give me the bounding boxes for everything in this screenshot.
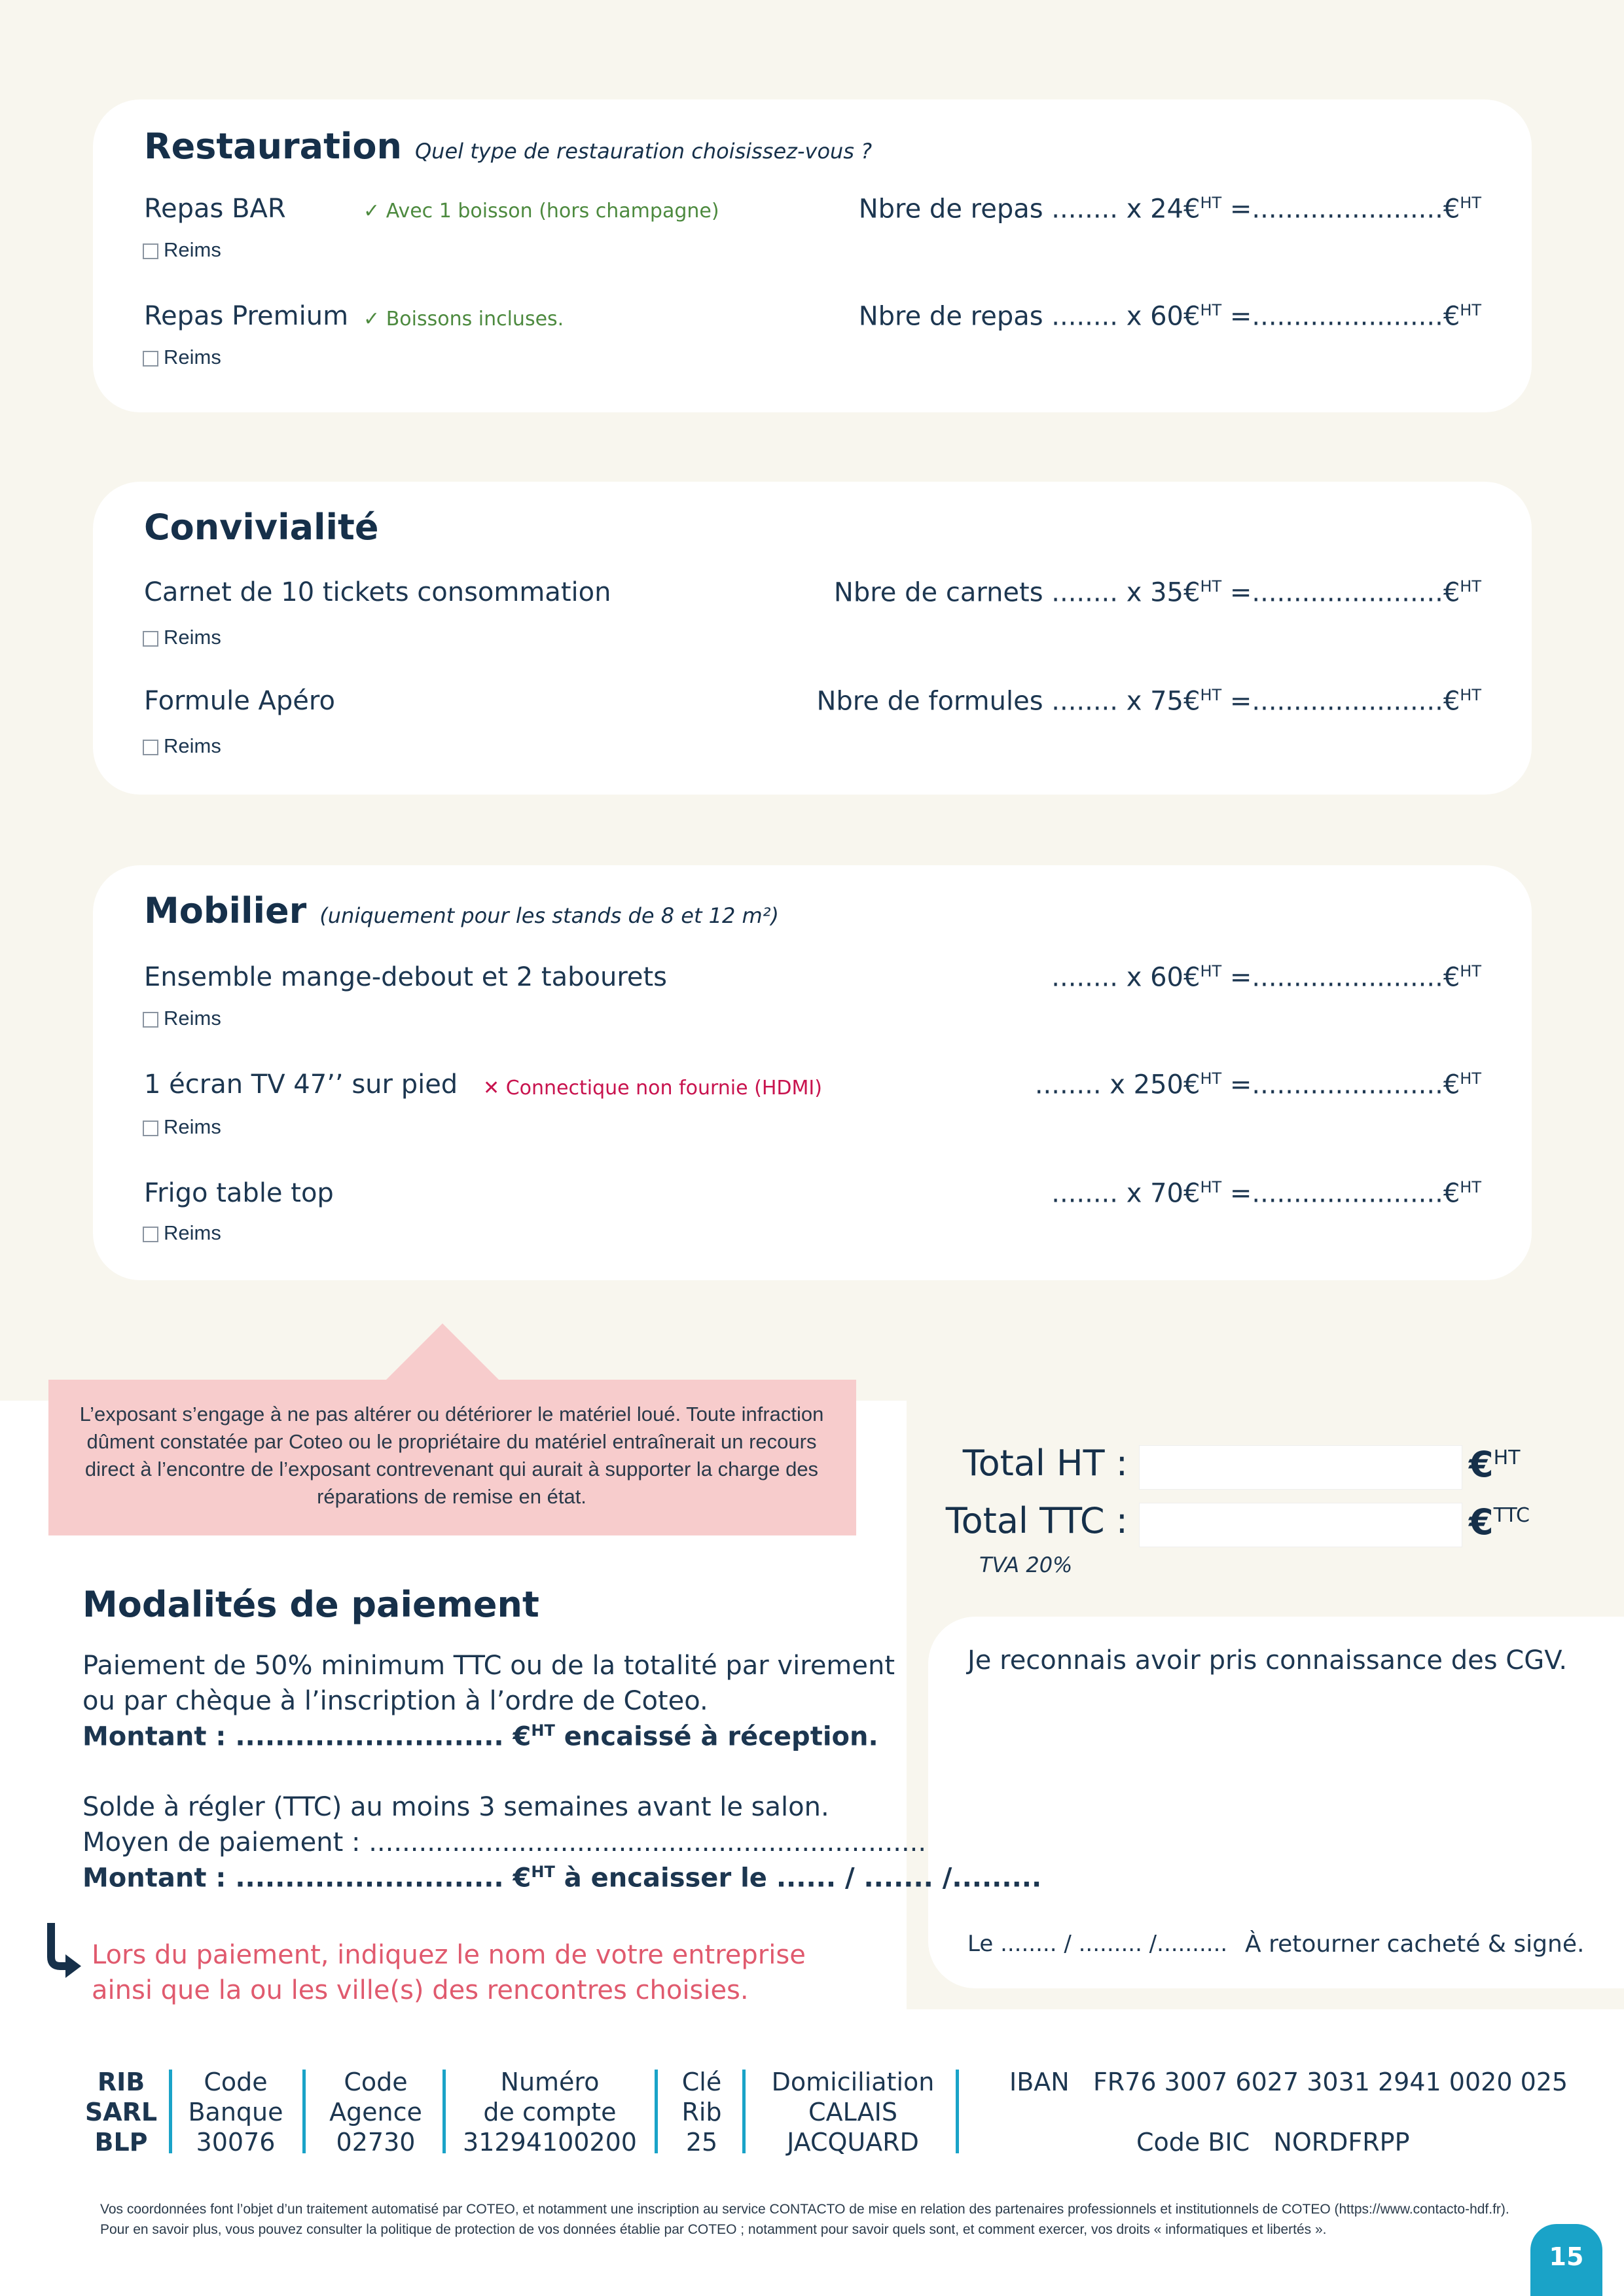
- cgv-text: Je reconnais avoir pris connaissance des CGV.: [967, 1645, 1568, 1676]
- price-formula: Nbre de repas ........ x 60€$^{HT}$ =.......................€$^{HT}$: [858, 301, 1481, 332]
- payment-hint: Lors du paiement, indiquez le nom de votre entreprise: [92, 1940, 806, 1970]
- payment-text: Solde à régler (TTC) au moins 3 semaines avant le salon.: [82, 1792, 829, 1822]
- rib-code-agence: Code Agence 02730: [329, 2068, 422, 2157]
- page-number: 15: [1530, 2224, 1602, 2296]
- reims-checkbox[interactable]: Reims: [143, 1007, 221, 1030]
- cross-icon: ✕: [483, 1077, 506, 1100]
- rib-divider: [302, 2070, 306, 2153]
- checkbox-icon[interactable]: [143, 351, 158, 367]
- item-label: Repas BAR: [144, 194, 286, 224]
- restauration-subtitle: Quel type de restauration choisissez-vous ?: [414, 139, 873, 164]
- rib-code-banque: Code Banque 30076: [188, 2068, 283, 2157]
- check-icon: ✓: [363, 308, 386, 331]
- warning-note: ✕ Connectique non fournie (HDMI): [483, 1077, 822, 1100]
- payment-balance: Montant : ........................... €$^{HT}$ à encaisser le ...... / ....... /.........: [82, 1863, 1042, 1893]
- check-icon: ✓: [363, 200, 386, 223]
- payment-text: Paiement de 50% minimum TTC ou de la totalité par virement: [82, 1651, 895, 1681]
- reims-checkbox[interactable]: Reims: [143, 626, 221, 649]
- item-label: Repas Premium: [144, 301, 349, 331]
- total-ht-unit: €$^{HT}$: [1469, 1444, 1521, 1485]
- rib-domiciliation: Domiciliation CALAIS JACQUARD: [771, 2068, 935, 2157]
- reims-checkbox[interactable]: Reims: [143, 1221, 221, 1245]
- item-label: Formule Apéro: [144, 686, 335, 716]
- item-label: Carnet de 10 tickets consommation: [144, 577, 611, 607]
- signature-date[interactable]: Le ........ / ......... /..........: [967, 1931, 1228, 1957]
- rib-divider: [956, 2070, 959, 2153]
- price-formula: Nbre de formules ........ x 75€$^{HT}$ =.......................€$^{HT}$: [816, 686, 1481, 717]
- iban: IBAN FR76 3007 6027 3031 2941 0020 025: [1009, 2068, 1568, 2096]
- legal-notice: Vos coordonnées font l’objet d’un traitement automatisé par COTEO, et notamment une inscription au service CONTACTO de mise en relation des partenaires professionnels et institutionnels de COTEO (https://www.contacto-hdf.fr). Pour en savoir plus, vous pouvez consulter la politique de protection de vos données établie par COTEO ; notamment pour savoir quels sont, et comment exercer, vos droits « informatiques et libertés ».: [100, 2202, 1509, 2237]
- rib-title: RIB SARL BLP: [84, 2068, 158, 2157]
- reims-checkbox[interactable]: Reims: [143, 346, 221, 369]
- price-formula: Nbre de carnets ........ x 35€$^{HT}$ =.......................€$^{HT}$: [833, 577, 1481, 608]
- checkbox-icon[interactable]: [143, 1121, 158, 1136]
- price-formula: ........ x 60€$^{HT}$ =.......................€$^{HT}$: [1051, 962, 1481, 993]
- mobilier-title: Mobilier (uniquement pour les stands de 8 et 12 m²): [144, 890, 780, 931]
- included-note: ✓ Avec 1 boisson (hors champagne): [363, 200, 719, 223]
- payment-text: ou par chèque à l’inscription à l’ordre de Coteo.: [82, 1686, 708, 1716]
- rib-divider: [442, 2070, 446, 2153]
- checkbox-icon[interactable]: [143, 1227, 158, 1242]
- item-label: Frigo table top: [144, 1178, 334, 1208]
- payment-hint: ainsi que la ou les ville(s) des rencontres choisies.: [92, 1975, 749, 2005]
- rib-divider: [742, 2070, 746, 2153]
- total-ttc-label: Total TTC :: [945, 1500, 1128, 1541]
- payment-method: Moyen de paiement : ...................................................................: [82, 1827, 927, 1857]
- price-formula: Nbre de repas ........ x 24€$^{HT}$ =.......................€$^{HT}$: [858, 194, 1481, 224]
- rib-divider: [655, 2070, 658, 2153]
- total-ht-field[interactable]: [1139, 1445, 1462, 1490]
- convivialite-title: Convivialité: [144, 507, 379, 548]
- checkbox-icon[interactable]: [143, 243, 158, 259]
- payment-amount: Montant : ........................... €$^{HT}$ encaissé à réception.: [82, 1721, 878, 1752]
- total-ttc-field[interactable]: [1139, 1503, 1462, 1547]
- rib-divider: [169, 2070, 172, 2153]
- price-formula: ........ x 70€$^{HT}$ =.......................€$^{HT}$: [1051, 1178, 1481, 1209]
- tva-note: TVA 20%: [979, 1552, 1073, 1577]
- reims-checkbox[interactable]: Reims: [143, 1115, 221, 1139]
- warning-text: L’exposant s’engage à ne pas altérer ou détériorer le matériel loué. Toute infraction dûment constatée par Coteo ou le propriétaire du matériel entraînerait un recours direct à l’encontre de l’exposant contrevenant qui aurait à supporter la charge des réparations de remise en état.: [79, 1403, 824, 1508]
- reims-checkbox[interactable]: Reims: [143, 734, 221, 758]
- rib-numero-compte: Numéro de compte 31294100200: [463, 2068, 637, 2157]
- checkbox-icon[interactable]: [143, 740, 158, 755]
- reims-checkbox[interactable]: Reims: [143, 238, 221, 262]
- signature-note: À retourner cacheté & signé.: [1245, 1931, 1585, 1958]
- mobilier-subtitle: (uniquement pour les stands de 8 et 12 m²): [319, 903, 780, 928]
- rib-cle: Clé Rib 25: [681, 2068, 722, 2157]
- bic: Code BIC NORDFRPP: [1136, 2128, 1410, 2157]
- checkbox-icon[interactable]: [143, 631, 158, 647]
- payment-title: Modalités de paiement: [82, 1584, 539, 1625]
- total-ttc-unit: €$^{TTC}$: [1469, 1501, 1530, 1543]
- warning-pointer: [384, 1323, 501, 1382]
- arrow-down-right-icon: [43, 1920, 85, 1981]
- total-ht-label: Total HT :: [962, 1443, 1128, 1484]
- restauration-title: Restauration Quel type de restauration choisissez-vous ?: [144, 126, 873, 167]
- item-label: Ensemble mange-debout et 2 tabourets: [144, 962, 668, 992]
- included-note: ✓ Boissons incluses.: [363, 308, 564, 331]
- checkbox-icon[interactable]: [143, 1012, 158, 1028]
- item-label: 1 écran TV 47’’ sur pied: [144, 1069, 458, 1100]
- price-formula: ........ x 250€$^{HT}$ =.......................€$^{HT}$: [1034, 1069, 1481, 1100]
